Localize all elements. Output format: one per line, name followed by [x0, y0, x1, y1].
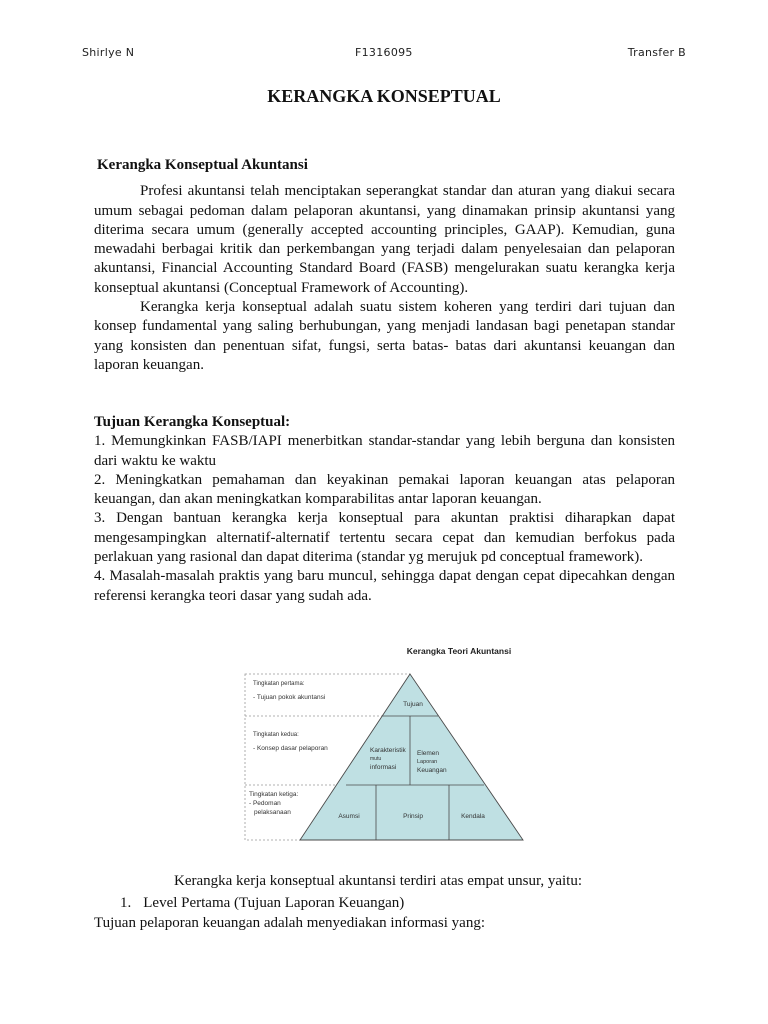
pyramid-diagram: [237, 640, 537, 850]
paragraph: Tujuan pelaporan keuangan adalah menyediakan informasi yang:: [94, 914, 485, 931]
block-prinsip: Prinsip: [403, 813, 423, 820]
header-author: Shirlye N: [82, 46, 135, 59]
level-2-label: Tingkatan kedua:: [253, 732, 299, 738]
header-student-id: F1316095: [355, 46, 413, 59]
level-3-desc: pelaksanaan: [254, 809, 291, 816]
section-tujuan: [94, 413, 675, 606]
block-elemen: Elemen: [417, 750, 440, 757]
block-karakteristik: mutu: [370, 756, 382, 762]
page-title: KERANGKA KONSEPTUAL: [267, 86, 501, 106]
paragraph: Kerangka kerja konseptual adalah suatu sistem koheren yang terdiri dari tujuan dan konsep fundamental yang saling berhubungan, yang menjadi landasan bagi penetapan standar yang konsisten dan penentuan sifat, fungsi, serta batas- batas dari akuntansi keuangan dan laporan keuangan.: [94, 299, 675, 373]
header-class: Transfer B: [627, 46, 686, 59]
block-elemen: Laporan: [417, 759, 438, 765]
diagram-title: Kerangka Teori Akuntansi: [406, 646, 512, 656]
level-3-label: Tingkatan ketiga:: [249, 791, 299, 798]
numbered-item: [94, 894, 675, 913]
list-text: Level Pertama (Tujuan Laporan Keuangan): [143, 895, 405, 912]
list-number: 1.: [120, 895, 132, 912]
block-asumsi: Asumsi: [338, 813, 360, 820]
level-1-label: Tingkatan pertama:: [253, 681, 305, 687]
block-kendala: Kendala: [461, 813, 485, 820]
section-heading: Kerangka Konseptual Akuntansi: [97, 157, 308, 173]
list-item: 1. Memungkinkan FASB/IAPI menerbitkan standar-standar yang lebih berguna dan konsisten dari waktu ke waktu: [94, 433, 675, 469]
block-karakteristik: informasi: [370, 764, 397, 771]
level-2-desc: - Konsep dasar pelaporan: [253, 745, 328, 752]
block-tujuan: Tujuan: [403, 701, 423, 708]
level-3-desc: - Pedoman: [249, 800, 281, 807]
section-unsur: [94, 872, 675, 933]
block-karakteristik: Karakteristik: [370, 747, 406, 754]
list-item: 2. Meningkatkan pemahaman dan keyakinan pemakai laporan keuangan atas pelaporan keuangan, dan akan meningkatkan komparabilitas antar laporan keuangan.: [94, 471, 675, 508]
paragraph: Kerangka kerja konseptual akuntansi terdiri atas empat unsur, yaitu:: [174, 873, 583, 889]
level-1-desc: - Tujuan pokok akuntansi: [253, 694, 326, 701]
section-kerangka-konseptual: [94, 156, 675, 375]
block-elemen: Keuangan: [417, 767, 447, 774]
paragraph: Profesi akuntansi telah menciptakan seperangkat standar dan aturan yang diakui secara umum sebagai pedoman dalam pelaporan akuntansi, yang dinamakan prinsip akuntansi yang diterima secara umum (generally accepted accounting principles, GAAP). Kemudian, guna mewadahi berbagai kritik dan perkembangan yang terjadi dalam penyelesaian dan pelaporan akuntansi, Financial Accounting Standard Board (FASB) mengelurakan suatu kerangka kerja konseptual akuntansi (Conceptual Framework of Accounting).: [94, 183, 675, 296]
list-item: 3. Dengan bantuan kerangka kerja konseptual para akuntan praktisi diharapkan dapat mengesampingkan alternatif-alternatif tertentu secara cepat dan kemudian berfokus pada perlakuan yang rasional dan dapat diterima (standar yg merujuk pd conceptual framework).: [94, 510, 675, 566]
list-item: 4. Masalah-masalah praktis yang baru muncul, sehingga dapat dengan cepat dipecahkan dengan referensi kerangka teori dasar yang sudah ada.: [94, 568, 675, 604]
section-heading: Tujuan Kerangka Konseptual:: [94, 414, 291, 430]
